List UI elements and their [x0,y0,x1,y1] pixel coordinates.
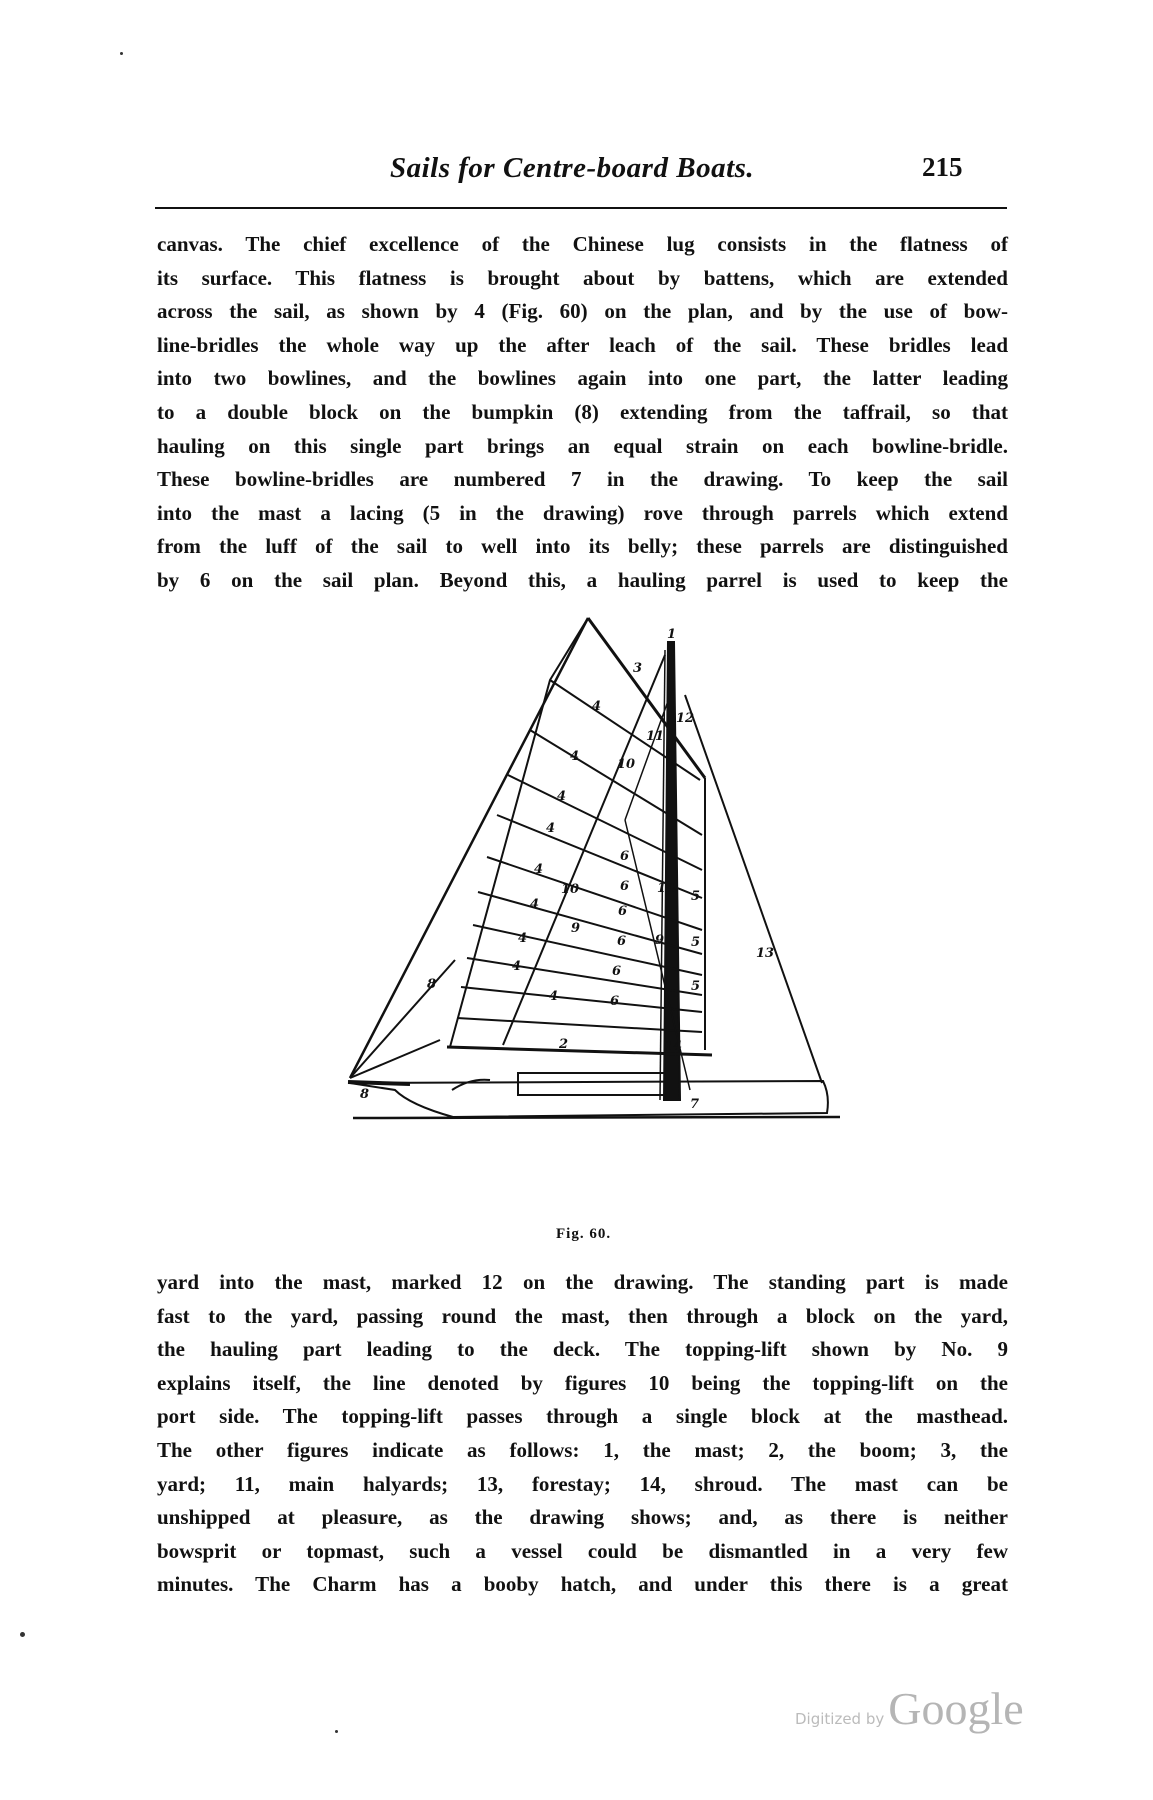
figure-label: 4 [512,959,522,974]
figure-label: 5 [691,979,701,994]
figure-label: 4 [534,862,544,877]
text-line: hauling on this single part brings an equal strain on each bowline-bridle. [157,433,1008,458]
body-text-bottom [157,1266,1008,1602]
figure-label: 10 [617,757,636,772]
bumpkin [348,1082,410,1084]
text-line: its surface. This flatness is brought about by battens, which are extended [157,265,1008,290]
figure-label: 6 [612,964,622,979]
text-line: across the sail, as shown by 4 (Fig. 60) on the plan, and by the use of bow- [157,299,1008,324]
watermark-prefix: Digitized by [795,1710,885,1728]
base-line [353,1117,840,1118]
figure-label: 6 [620,879,630,894]
figure-label: 4 [549,989,559,1004]
text-line: These bowline-bridles are numbered 7 in the drawing. To keep the sail [157,467,1008,492]
figure-label: 8 [427,977,437,992]
figure-label: 13 [756,946,775,961]
figure-label: 4 [530,897,540,912]
figure-caption: Fig. 60. [556,1226,612,1242]
text-line: into the mast a lacing (5 in the drawing) rove through parrels which extend [157,500,1008,525]
text-line: line-bridles the whole way up the after leach of the sail. These bridles lead [157,332,1008,357]
running-title: Sails for Centre-board Boats. [390,152,755,184]
bowline [350,618,588,1078]
text-line: The other figures indicate as follows: 1, the mast; 2, the boom; 3, the [157,1437,1008,1462]
text-line: by 6 on the sail plan. Beyond this, a hauling parrel is used to keep the [157,567,1008,592]
text-line: minutes. The Charm has a booby hatch, and under this there is a great [157,1572,1008,1597]
text-line: into two bowlines, and the bowlines again into one part, the latter leading [157,366,1008,391]
figure-label: 5 [691,935,701,950]
text-line: unshipped at pleasure, as the drawing shows; and, as there is neither [157,1505,1008,1530]
figure-label: 4 [518,931,528,946]
topping-lift [503,655,665,1045]
sail-leech [450,618,588,1047]
tiller [452,1080,490,1090]
text-line: the hauling part leading to the deck. The topping-lift shown by No. 9 [157,1337,1008,1362]
figure-label: 11 [646,729,665,744]
text-line: yard; 11, main halyards; 13, forestay; 14, shroud. The mast can be [157,1471,1008,1496]
cabin [518,1073,667,1095]
figure-label: 6 [620,849,630,864]
figure-label: 4 [570,749,580,764]
text-line: canvas. The chief excellence of the Chinese lug consists in the flatness of [157,232,1008,256]
google-logo: Google [888,1683,1024,1734]
figure-label: 6 [610,994,620,1009]
figure-label: 9 [655,933,665,948]
text-line: yard into the mast, marked 12 on the drawing. The standing part is made [157,1270,1008,1294]
figure-label: 5 [691,889,701,904]
figure-label: 4 [557,789,567,804]
figure-label: 14 [657,881,676,896]
text-line: fast to the yard, passing round the mast, then through a block on the yard, [157,1303,1008,1328]
figure-label: 10 [561,882,580,897]
figure-label: 6 [618,904,628,919]
figure-label: 3 [633,661,643,676]
text-line: explains itself, the line denoted by figures 10 being the topping-lift on the [157,1370,1008,1395]
figure-label: 7 [690,1097,700,1112]
figure-label: 9 [571,921,581,936]
figure-label: 4 [546,821,556,836]
figure-label: 14 [664,1039,683,1054]
figure-label: 8 [360,1087,370,1102]
hull [350,1081,828,1117]
figure-label: 4 [592,699,602,714]
page-number: 215 [922,152,963,182]
text-line: bowsprit or topmast, such a vessel could be dismantled in a very few [157,1538,1008,1563]
text-line: from the luff of the sail to well into its belly; these parrels are distinguished [157,534,1008,559]
figure-label: 12 [676,711,695,726]
text-line: to a double block on the bumpkin (8) extending from the taffrail, so that [157,399,1008,424]
figure-label: 6 [617,934,627,949]
figure-label: 2 [559,1037,569,1052]
digitized-watermark [795,1682,1024,1735]
figure-label: 1 [667,627,677,642]
text-line: port side. The topping-lift passes through a single block at the masthead. [157,1404,1008,1429]
bowline-bridle [350,1040,440,1078]
